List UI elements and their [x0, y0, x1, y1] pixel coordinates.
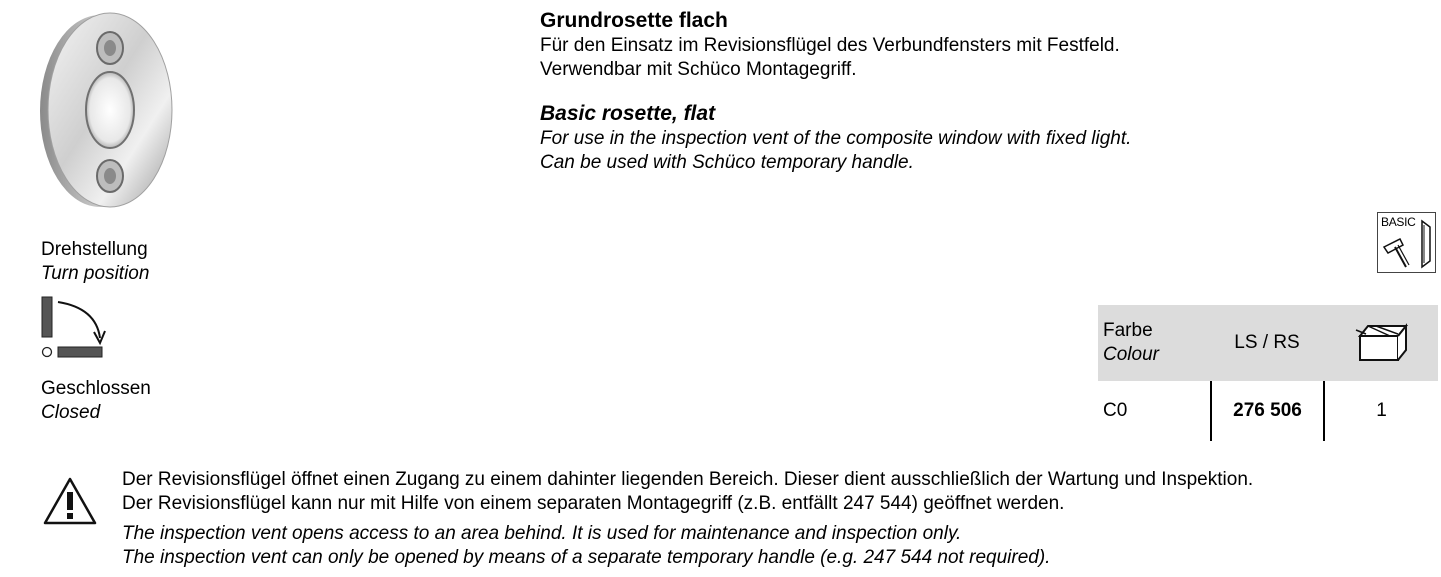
side-header: LS / RS: [1234, 332, 1300, 353]
warning-triangle-icon: [42, 476, 98, 526]
article-number-cell: 276 506: [1233, 400, 1302, 421]
description-de-line-2: Verwendbar mit Schüco Montagegriff.: [540, 59, 857, 80]
title-en: Basic rosette, flat: [540, 102, 716, 125]
description-de-line-1: Für den Einsatz im Revisionsflügel des Verbundfensters mit Festfeld.: [540, 35, 1120, 56]
title-de: Grundrosette flach: [540, 9, 728, 32]
pack-quantity-cell: 1: [1376, 400, 1387, 421]
warning-en-line-2: The inspection vent can only be opened by means of a separate temporary handle (e.g. 247 544 not required).: [122, 547, 1051, 568]
description-en-line-2: Can be used with Schüco temporary handle.: [540, 152, 914, 173]
warning-de-line-2: Der Revisionsflügel kann nur mit Hilfe von einem separaten Montagegriff (z.B. entfällt 247 544) geöffnet werden.: [122, 493, 1065, 514]
basic-badge: [1377, 212, 1436, 273]
closed-en: Closed: [41, 402, 101, 423]
handle-rotation-icon: [38, 294, 110, 360]
basic-badge-label: BASIC: [1381, 215, 1416, 229]
colour-header-de: Farbe: [1103, 320, 1153, 341]
rosette-product-image: [30, 8, 180, 213]
closed-de: Geschlossen: [41, 378, 151, 399]
colour-header-en: Colour: [1103, 344, 1159, 365]
turn-position-en: Turn position: [41, 263, 150, 284]
warning-en-line-1: The inspection vent opens access to an area behind. It is used for maintenance and inspection only.: [122, 523, 962, 544]
description-en-line-1: For use in the inspection vent of the composite window with fixed light.: [540, 128, 1132, 149]
turn-position-de: Drehstellung: [41, 239, 148, 260]
warning-de-line-1: Der Revisionsflügel öffnet einen Zugang zu einem dahinter liegenden Bereich. Dieser dient ausschließlich der Wartung und Inspektion.: [122, 469, 1254, 490]
hammer-icon: [1380, 215, 1435, 272]
colour-cell: C0: [1103, 400, 1128, 421]
package-box-icon: [1354, 320, 1410, 364]
